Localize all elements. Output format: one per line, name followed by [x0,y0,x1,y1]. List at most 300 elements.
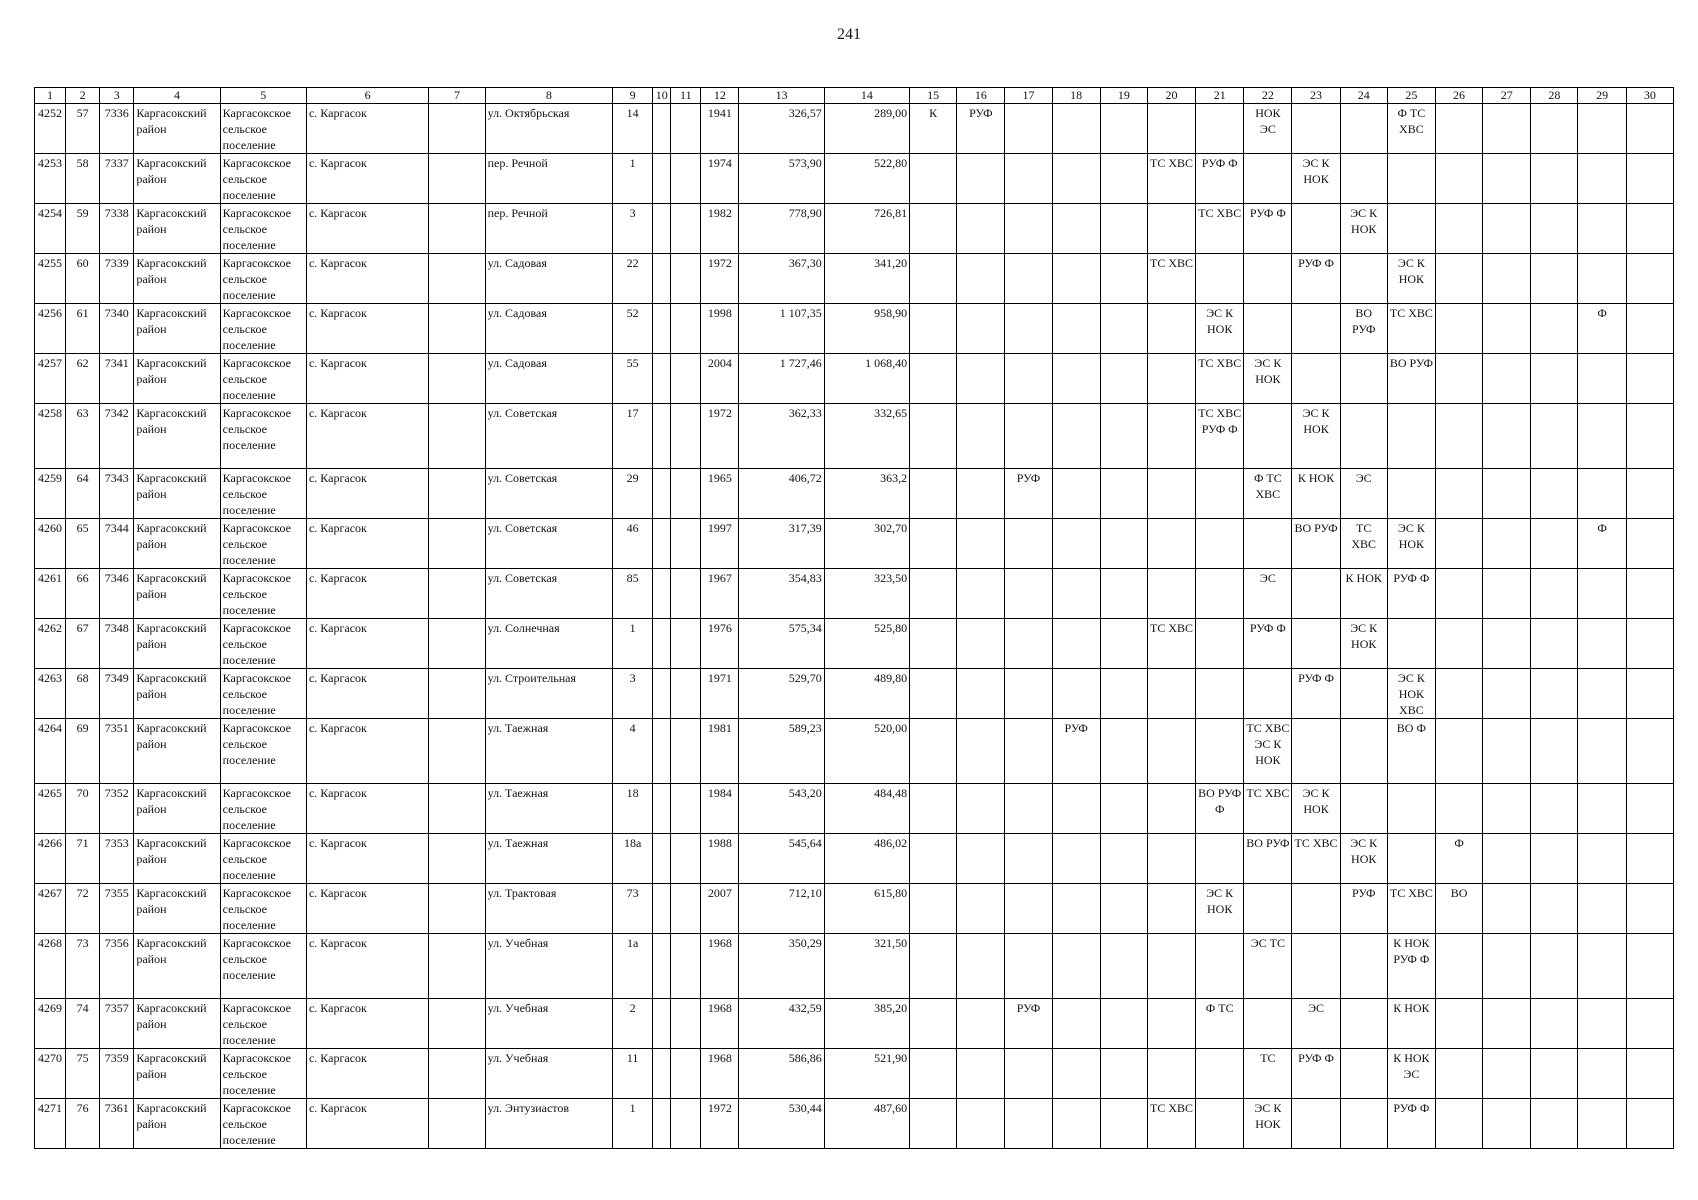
table-cell: с. Каргасок [306,669,428,719]
table-cell: РУФ Ф [1244,204,1292,254]
table-row [35,569,1674,619]
table-row [35,469,1674,519]
table-cell [429,304,485,354]
table-row [35,834,1674,884]
table-cell [1052,469,1100,519]
table-cell [1052,569,1100,619]
table-cell [957,834,1005,884]
table-cell: ВО РУФ Ф [1196,784,1244,834]
table-cell: Каргасокское сельское поселение [220,469,306,519]
table-cell [1483,884,1531,934]
table-cell [653,999,671,1049]
table-cell [1100,404,1147,469]
table-row [35,1099,1674,1149]
table-cell [653,934,671,999]
table-cell: 60 [66,254,100,304]
table-cell [429,619,485,669]
table-cell [653,519,671,569]
table-cell: 1 068,40 [824,354,909,404]
table-cell [1244,304,1292,354]
table-cell: 522,80 [824,154,909,204]
table-cell [653,1049,671,1099]
table-cell [1196,104,1244,154]
table-cell: ул. Учебная [485,999,612,1049]
table-body [35,104,1674,1149]
table-cell: Каргасокское сельское поселение [220,254,306,304]
table-cell: 4254 [35,204,66,254]
table-cell: ЭС К НОК [1196,884,1244,934]
table-cell [429,154,485,204]
table-cell [1340,1099,1387,1149]
table-cell [1100,469,1147,519]
table-cell: ул. Учебная [485,934,612,999]
table-cell [910,884,957,934]
table-cell [1052,204,1100,254]
table-cell: ЭС [1244,569,1292,619]
table-cell [1578,619,1626,669]
column-header: 30 [1626,88,1673,104]
table-cell [671,834,701,884]
table-cell [1578,834,1626,884]
table-cell [653,784,671,834]
table-cell [1052,1049,1100,1099]
table-cell [1005,204,1052,254]
table-cell: с. Каргасок [306,469,428,519]
table-cell: ЭС К НОК [1292,154,1340,204]
table-cell [1196,519,1244,569]
table-row [35,354,1674,404]
table-cell: ВО Ф [1387,719,1435,784]
table-cell [1531,884,1578,934]
table-cell [1147,669,1195,719]
table-row [35,719,1674,784]
table-row [35,934,1674,999]
column-header: 23 [1292,88,1340,104]
table-cell [429,934,485,999]
table-cell: Каргасокский район [134,354,220,404]
table-cell [671,404,701,469]
table-cell [653,884,671,934]
table-cell: Каргасокский район [134,934,220,999]
table-cell [1435,354,1482,404]
table-cell [1578,999,1626,1049]
table-cell: 71 [66,834,100,884]
table-cell [1100,669,1147,719]
table-cell [1005,104,1052,154]
table-cell [1531,934,1578,999]
table-cell [1147,354,1195,404]
table-cell [910,519,957,569]
table-cell [671,1099,701,1149]
table-cell: 1972 [701,404,739,469]
table-cell [1196,934,1244,999]
table-cell: 1974 [701,154,739,204]
table-cell: 7359 [100,1049,134,1099]
table-cell [1147,1049,1195,1099]
table-cell: ТС ХВС [1147,1099,1195,1149]
table-cell [1578,204,1626,254]
table-cell: Каргасокское сельское поселение [220,999,306,1049]
table-cell [1626,254,1673,304]
table-cell [1196,619,1244,669]
table-cell: 7341 [100,354,134,404]
table-cell [1147,469,1195,519]
table-cell: 1984 [701,784,739,834]
table-cell: 575,34 [739,619,824,669]
table-cell: РУФ [1005,999,1052,1049]
table-cell [429,254,485,304]
table-cell: с. Каргасок [306,784,428,834]
table-cell [1387,834,1435,884]
table-cell [1578,1099,1626,1149]
table-cell [957,204,1005,254]
table-row [35,619,1674,669]
table-cell [429,834,485,884]
table-cell: 1 [613,619,653,669]
table-cell: 4258 [35,404,66,469]
table-cell: ЭС К НОК [1387,254,1435,304]
column-header: 27 [1483,88,1531,104]
table-cell [1531,619,1578,669]
table-cell: 65 [66,519,100,569]
table-cell: ЭС К НОК [1340,619,1387,669]
table-cell [910,569,957,619]
table-cell [1435,619,1482,669]
table-cell [1340,669,1387,719]
column-header: 4 [134,88,220,104]
table-cell [1578,104,1626,154]
table-cell: 76 [66,1099,100,1149]
table-cell [671,304,701,354]
table-cell: ЭС К НОК [1292,404,1340,469]
table-cell [1531,1049,1578,1099]
table-cell [1578,669,1626,719]
table-cell: 586,86 [739,1049,824,1099]
table-cell [957,999,1005,1049]
table-cell [1483,204,1531,254]
table-cell: 1 [613,1099,653,1149]
table-cell: 1998 [701,304,739,354]
table-cell: 4 [613,719,653,784]
table-cell: 85 [613,569,653,619]
table-cell: ТС ХВС ЭС К НОК [1244,719,1292,784]
table-cell [1147,784,1195,834]
table-cell: ТС [1244,1049,1292,1099]
table-cell: с. Каргасок [306,1099,428,1149]
table-cell [1387,469,1435,519]
table-cell [1626,1049,1673,1099]
table-cell [1483,304,1531,354]
table-cell [1244,884,1292,934]
table-cell [1244,999,1292,1049]
table-cell: с. Каргасок [306,254,428,304]
table-cell [1052,254,1100,304]
table-cell: 63 [66,404,100,469]
column-header: 5 [220,88,306,104]
table-cell: К НОК РУФ Ф [1387,934,1435,999]
table-cell [957,569,1005,619]
table-cell: с. Каргасок [306,999,428,1049]
table-cell [1005,934,1052,999]
table-cell [1005,884,1052,934]
table-cell [1100,999,1147,1049]
table-cell [1244,519,1292,569]
table-cell: ТС ХВС РУФ Ф [1196,404,1244,469]
table-cell: Каргасокское сельское поселение [220,1049,306,1099]
table-cell: 543,20 [739,784,824,834]
table-cell [957,404,1005,469]
table-cell [1100,354,1147,404]
table-cell [1435,999,1482,1049]
table-cell [1292,1099,1340,1149]
table-cell: Каргасокский район [134,719,220,784]
table-cell: ул. Таежная [485,719,612,784]
column-header: 24 [1340,88,1387,104]
table-cell [429,1049,485,1099]
table-cell [1626,784,1673,834]
table-cell: 573,90 [739,154,824,204]
table-cell [1531,519,1578,569]
table-cell: 4270 [35,1049,66,1099]
table-cell [910,404,957,469]
table-cell: 4264 [35,719,66,784]
table-cell: ул. Энтузиастов [485,1099,612,1149]
table-cell: 2004 [701,354,739,404]
table-cell: 18а [613,834,653,884]
table-cell: 73 [613,884,653,934]
table-cell: 4265 [35,784,66,834]
table-cell: 75 [66,1049,100,1099]
table-cell [653,669,671,719]
table-cell: РУФ Ф [1196,154,1244,204]
table-cell [1292,719,1340,784]
table-cell: с. Каргасок [306,204,428,254]
table-cell [910,354,957,404]
table-cell [671,469,701,519]
table-cell: 1981 [701,719,739,784]
table-cell: 29 [613,469,653,519]
table-cell: 489,80 [824,669,909,719]
table-cell [1147,304,1195,354]
column-header: 20 [1147,88,1195,104]
table-cell: 432,59 [739,999,824,1049]
table-cell [1387,154,1435,204]
table-cell [671,784,701,834]
table-cell: 1965 [701,469,739,519]
table-row [35,884,1674,934]
page-number: 241 [837,26,861,43]
table-cell: 4260 [35,519,66,569]
table-cell [1052,519,1100,569]
table-cell [1005,154,1052,204]
table-cell: ЭС ТС [1244,934,1292,999]
column-header: 19 [1100,88,1147,104]
table-cell: ул. Учебная [485,1049,612,1099]
table-cell: 18 [613,784,653,834]
table-cell [1100,719,1147,784]
table-cell: с. Каргасок [306,569,428,619]
table-cell [1531,254,1578,304]
table-cell [1531,104,1578,154]
table-cell: 62 [66,354,100,404]
table-cell: ул. Советская [485,469,612,519]
table-cell [910,619,957,669]
table-cell [1196,669,1244,719]
table-cell: 7357 [100,999,134,1049]
table-cell [1005,304,1052,354]
table-cell: 1968 [701,999,739,1049]
table-cell [671,104,701,154]
table-cell [1005,784,1052,834]
table-cell: 66 [66,569,100,619]
table-cell [1340,934,1387,999]
table-cell: ул. Садовая [485,304,612,354]
table-cell [1052,1099,1100,1149]
table-cell: ЭС К НОК [1292,784,1340,834]
table-cell: 7351 [100,719,134,784]
table-cell [1196,1049,1244,1099]
table-cell: 4268 [35,934,66,999]
table-cell [671,999,701,1049]
table-cell: Каргасокское сельское поселение [220,934,306,999]
table-cell: 67 [66,619,100,669]
table-cell [1578,254,1626,304]
table-cell [429,569,485,619]
table-cell [671,934,701,999]
table-cell [1100,304,1147,354]
table-cell: 289,00 [824,104,909,154]
table-cell: 302,70 [824,519,909,569]
table-cell: 1976 [701,619,739,669]
table-cell: 59 [66,204,100,254]
table-cell: 70 [66,784,100,834]
table-cell: 1а [613,934,653,999]
table-row [35,1049,1674,1099]
table-cell: 4263 [35,669,66,719]
table-cell: Каргасокское сельское поселение [220,569,306,619]
table-cell [1052,934,1100,999]
table-cell: 4259 [35,469,66,519]
table-cell [957,719,1005,784]
table-cell [1292,934,1340,999]
table-cell: ЭС К НОК [1196,304,1244,354]
table-cell: Каргасокское сельское поселение [220,354,306,404]
table-cell [1052,404,1100,469]
table-cell: К НОК [1387,999,1435,1049]
table-cell: 726,81 [824,204,909,254]
table-cell: Каргасокский район [134,1049,220,1099]
column-header: 3 [100,88,134,104]
table-cell: Каргасокское сельское поселение [220,619,306,669]
table-cell [1340,354,1387,404]
table-cell: пер. Речной [485,204,612,254]
table-cell [1578,569,1626,619]
table-cell [1244,254,1292,304]
table-cell: с. Каргасок [306,884,428,934]
table-cell [1435,304,1482,354]
table-cell [671,669,701,719]
table-cell [1626,404,1673,469]
table-cell: 529,70 [739,669,824,719]
table-cell [1147,884,1195,934]
table-cell [1100,934,1147,999]
table-cell: 354,83 [739,569,824,619]
table-cell [1531,669,1578,719]
table-cell [653,154,671,204]
table-cell [671,569,701,619]
table-cell [1626,834,1673,884]
table-cell: 530,44 [739,1099,824,1149]
table-cell: 74 [66,999,100,1049]
table-cell [1147,519,1195,569]
table-cell: Каргасокский район [134,469,220,519]
table-cell [910,469,957,519]
column-header: 14 [824,88,909,104]
table-cell [1483,999,1531,1049]
table-cell: 4266 [35,834,66,884]
column-header: 21 [1196,88,1244,104]
table-cell: 4255 [35,254,66,304]
table-row [35,154,1674,204]
table-cell [1626,154,1673,204]
table-cell [1626,469,1673,519]
table-cell: Каргасокский район [134,254,220,304]
table-cell [1626,204,1673,254]
table-cell [1626,569,1673,619]
table-cell [1626,354,1673,404]
table-cell [1340,784,1387,834]
table-cell [1147,934,1195,999]
table-cell [1100,204,1147,254]
table-cell: 521,90 [824,1049,909,1099]
table-cell: ул. Советская [485,404,612,469]
table-cell: 2007 [701,884,739,934]
table-cell [1005,1049,1052,1099]
table-cell [1531,569,1578,619]
table-cell: 7344 [100,519,134,569]
table-cell: 22 [613,254,653,304]
table-cell: Каргасокское сельское поселение [220,204,306,254]
table-cell [910,669,957,719]
table-cell: 589,23 [739,719,824,784]
table-cell: ВО РУФ [1387,354,1435,404]
table-cell: РУФ [1052,719,1100,784]
table-cell [1196,719,1244,784]
table-cell: ул. Октябрьская [485,104,612,154]
table-cell [910,784,957,834]
table-cell [429,104,485,154]
table-cell [1100,884,1147,934]
table-cell [1005,404,1052,469]
table-cell: с. Каргасок [306,934,428,999]
table-cell [910,1099,957,1149]
table-cell [1435,1049,1482,1099]
table-cell: 14 [613,104,653,154]
table-cell [671,254,701,304]
table-cell: с. Каргасок [306,404,428,469]
column-header: 16 [957,88,1005,104]
table-cell [429,354,485,404]
table-cell: Каргасокский район [134,619,220,669]
table-cell [1483,104,1531,154]
table-cell [1626,619,1673,669]
table-cell: РУФ Ф [1387,1099,1435,1149]
table-cell: ул. Садовая [485,354,612,404]
table-cell: ул. Садовая [485,254,612,304]
table-cell [957,304,1005,354]
table-cell [1147,719,1195,784]
table-cell: Каргасокское сельское поселение [220,719,306,784]
